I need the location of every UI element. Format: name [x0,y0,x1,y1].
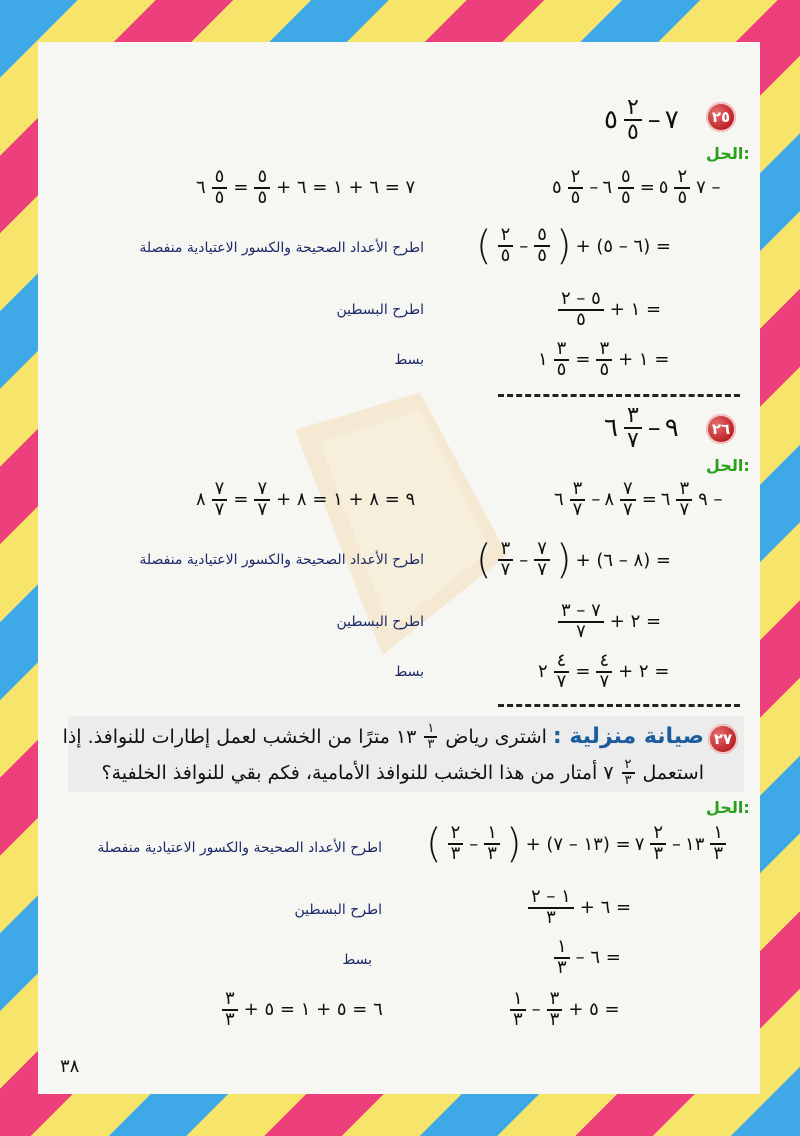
page-number: ٣٨ [60,1056,80,1077]
note-simplify: بسط [394,352,424,368]
ex25-line1-right: ٦ $\frac{٥}{٥}$ = $\frac{٥}{٥}$ ٧ = ٦ + ١ = ٦ + [196,166,416,208]
solution-label: الحل: [706,798,750,817]
exercise-25-question [604,96,679,144]
ex27-line4: $\frac{١}{٣}$ – $\frac{٣}{٣}$ = ٥ + [508,990,620,1030]
exercise-26-badge: ٢٦ [706,414,736,444]
note-simplify: بسط [394,664,424,680]
ex26-line4: ٢ $\frac{٤}{٧}$ = $\frac{٤}{٧}$ = ٢ + [538,650,670,692]
ex26-line3: $\frac{٧ - ٣}{٧}$ = ٢ + [556,602,661,642]
ex27-line4-right: $\frac{٣}{٣}$ ٦ = ٥ + ١ = ٥ + [220,990,383,1030]
ex26-line2: ( $\frac{٣}{٧}$ – $\frac{٧}{٧}$ ) = (٨ – ٦) + [476,537,672,583]
divider [498,704,740,707]
solution-label: الحل: [706,144,750,163]
note-separate: اطرح الأعداد الصحيحة والكسور الاعتيادية منفصلة [139,552,424,568]
problem-title: صيانة منزلية : [552,724,704,750]
ex27-line2: $\frac{١ - ٢}{٣}$ = ٦ + [526,888,631,928]
note-subtract: اطرح البسطين [294,902,382,918]
ex27-line1: ( $\frac{٢}{٣}$ – $\frac{١}{٣}$ ) = (١٣ – ٧) + ٧ $\frac{٢}{٣}$ – ١٣ $\frac{١}{٣}$ [426,824,728,864]
exercise-26-question: ٦ $\frac{٣}{٧}$ – ٩ [604,403,679,454]
exercise-27-badge: ٢٧ [708,724,738,754]
note-subtract: اطرح البسطين [336,614,424,630]
problem-line-2: استعمل $\frac{٢}{٣}$ ٧ أمتار من هذا الخشب للنوافذ الأمامية، فكم بقي للنوافذ الخلفية؟ [101,757,704,788]
note-simplify: بسط [342,952,372,968]
ex25-line4: ١ $\frac{٣}{٥}$ = $\frac{٣}{٥}$ = ١ + [538,338,670,380]
problem-line-1: صيانة منزلية : اشترى رياض $\frac{١}{٣}$ ١٣ مترًا من الخشب لعمل إطارات للنوافذ. إذا [62,721,704,752]
ex25-line2: ( $\frac{٢}{٥}$ – $\frac{٥}{٥}$ ) = (٦ – ٥) + [476,223,672,269]
divider [498,394,740,397]
ex25-line3: $\frac{٥ - ٢}{٥}$ = ١ + [556,290,661,330]
q-fraction: $\frac{٢}{٥}$ [624,96,642,144]
q-whole: ٥ [604,105,618,136]
ex26-line1: ٦ $\frac{٣}{٧}$ – ٨ $\frac{٧}{٧}$ = ٦ $\frac{٣}{٧}$ ٩ – [554,478,723,520]
note-separate: اطرح الأعداد الصحيحة والكسور الاعتيادية منفصلة [97,840,382,856]
q-op: – [647,105,661,136]
ex25-line1: ٥ $\frac{٢}{٥}$ – ٦ $\frac{٥}{٥}$ = ٥ $\frac{٢}{٥}$ ٧ – [552,166,721,208]
note-separate: اطرح الأعداد الصحيحة والكسور الاعتيادية منفصلة [139,240,424,256]
note-subtract: اطرح البسطين [336,302,424,318]
ex27-line3: $\frac{١}{٣}$ = ٦ – [552,938,621,978]
exercise-25-badge: ٢٥ [706,102,736,132]
q-whole1: ٧ [664,105,679,136]
solution-label: الحل: [706,456,750,475]
book-watermark-icon [265,380,525,680]
ex26-line1-right: ٨ $\frac{٧}{٧}$ = $\frac{٧}{٧}$ ٩ = ٨ + ١ = ٨ + [196,478,416,520]
